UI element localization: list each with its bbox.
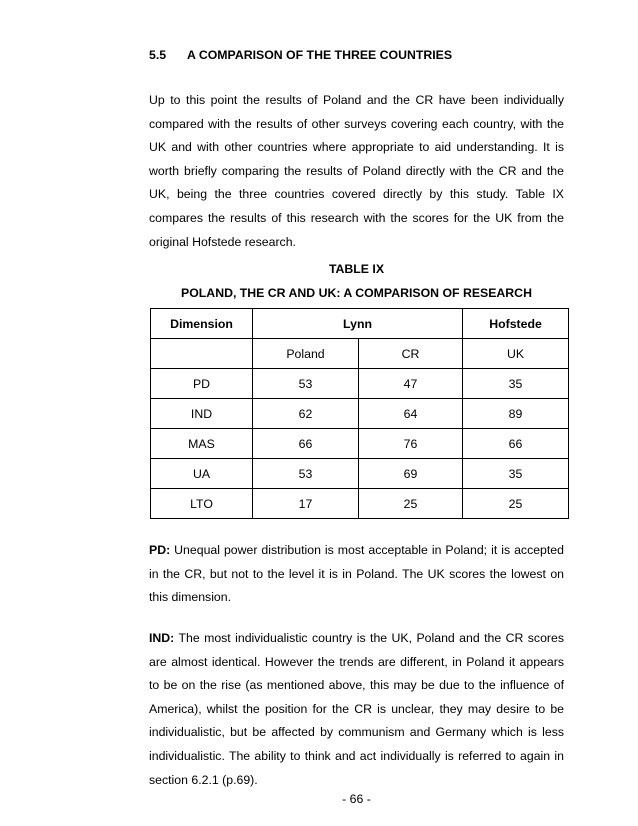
table-subheader-row [151,339,569,369]
cell-dimension: PD [151,369,253,399]
table-header-row [151,309,569,339]
table-row [151,399,569,429]
subheader-cr: CR [359,339,463,369]
page-number: - 66 - [342,792,371,806]
cell-poland: 53 [253,369,359,399]
cell-dimension: IND [151,399,253,429]
subheader-blank [151,339,253,369]
subheader-poland: Poland [253,339,359,369]
cell-poland: 66 [253,429,359,459]
ind-paragraph [149,627,564,792]
table-row [151,459,569,489]
section-title: A COMPARISON OF THE THREE COUNTRIES [187,48,453,62]
cell-cr: 47 [359,369,463,399]
header-dimension: Dimension [151,309,253,339]
table-row [151,489,569,519]
cell-uk: 89 [463,399,569,429]
cell-cr: 69 [359,459,463,489]
cell-cr: 76 [359,429,463,459]
cell-cr: 25 [359,489,463,519]
section-heading [149,48,452,62]
header-lynn: Lynn [253,309,463,339]
pd-paragraph [149,539,564,610]
subheader-uk: UK [463,339,569,369]
table-title: POLAND, THE CR AND UK: A COMPARISON OF RESEARCH [181,286,532,300]
ind-lead: IND: [149,631,175,645]
cell-cr: 64 [359,399,463,429]
table-row [151,369,569,399]
cell-dimension: MAS [151,429,253,459]
cell-dimension: LTO [151,489,253,519]
cell-uk: 35 [463,369,569,399]
cell-poland: 62 [253,399,359,429]
cell-uk: 25 [463,489,569,519]
pd-lead: PD: [149,543,171,557]
ind-text: The most individualistic country is the UK, Poland and the CR scores are almost identical. However the trends are different, in Poland it appears to be on the rise (as mentioned above, this may be due to the influence of America), whilst the position for the CR is unclear, they may desire to be individualistic, but be affected by communism and Germany which is less individualistic. The ability to think and act individually is referred to again in section 6.2.1 (p.69). [149,631,564,787]
table-row [151,429,569,459]
intro-paragraph: Up to this point the results of Poland and the CR have been individually compared with the results of other surveys covering each country, with the UK and with other countries where appropriate to aid understanding. It is worth briefly comparing the results of Poland directly with the CR and the UK, being the three countries covered directly by this study. Table IX compares the results of this research with the scores for the UK from the original Hofstede research. [149,93,564,249]
cell-uk: 66 [463,429,569,459]
cell-dimension: UA [151,459,253,489]
pd-text: Unequal power distribution is most acceptable in Poland; it is accepted in the CR, but not to the level it is in Poland. The UK scores the lowest on this dimension. [149,543,564,605]
comparison-table [150,308,569,519]
cell-poland: 53 [253,459,359,489]
section-number: 5.5 [149,48,167,62]
cell-uk: 35 [463,459,569,489]
cell-poland: 17 [253,489,359,519]
header-hofstede: Hofstede [463,309,569,339]
table-label: TABLE IX [328,262,385,276]
